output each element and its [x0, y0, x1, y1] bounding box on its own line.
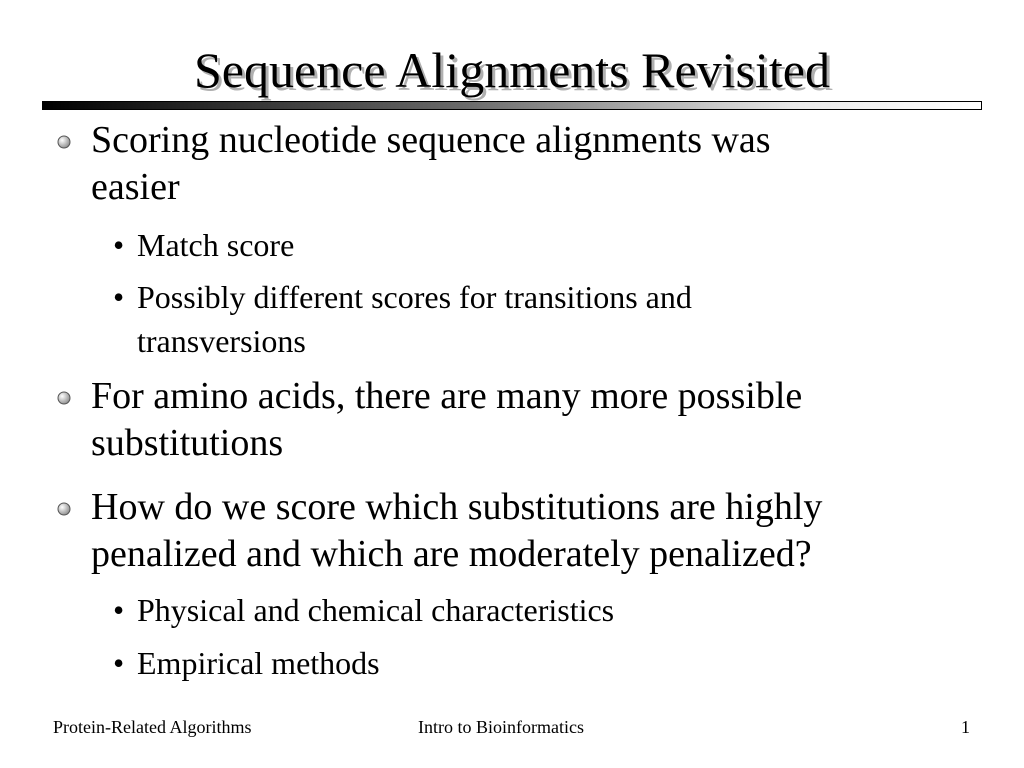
sub-bullet-dot: • [113, 592, 125, 628]
bullet-1-sub-1: Match score [137, 227, 295, 263]
bullet-disc-icon [57, 391, 71, 405]
bullet-1-line-2: easier [91, 166, 180, 208]
sub-bullet-dot: • [113, 227, 125, 263]
sub-bullet-dot: • [113, 279, 125, 315]
footer-center: Intro to Bioinformatics [418, 717, 584, 737]
bullet-1-sub-2-line-1: Possibly different scores for transitions and [137, 279, 692, 315]
footer-left: Protein-Related Algorithms [53, 717, 252, 737]
bullet-1-sub-2-line-2: transversions [137, 323, 306, 359]
bullet-3-sub-1: Physical and chemical characteristics [137, 592, 615, 628]
bullet-disc-icon [57, 135, 71, 149]
bullet-3-sub-2: Empirical methods [137, 645, 380, 681]
bullet-1-line-1: Scoring nucleotide sequence alignments was [91, 119, 771, 161]
bullet-disc-icon [57, 502, 71, 516]
bullet-3-line-1: How do we score which substitutions are highly [91, 486, 823, 528]
slide-number: 1 [961, 717, 970, 737]
sub-bullet-dot: • [113, 645, 125, 681]
bullet-2-line-1: For amino acids, there are many more possible [91, 375, 803, 417]
slide-title: Sequence Alignments Revisited [193, 42, 830, 98]
bullet-3-line-2: penalized and which are moderately penalized? [91, 533, 812, 575]
bullet-2-line-2: substitutions [91, 422, 284, 464]
